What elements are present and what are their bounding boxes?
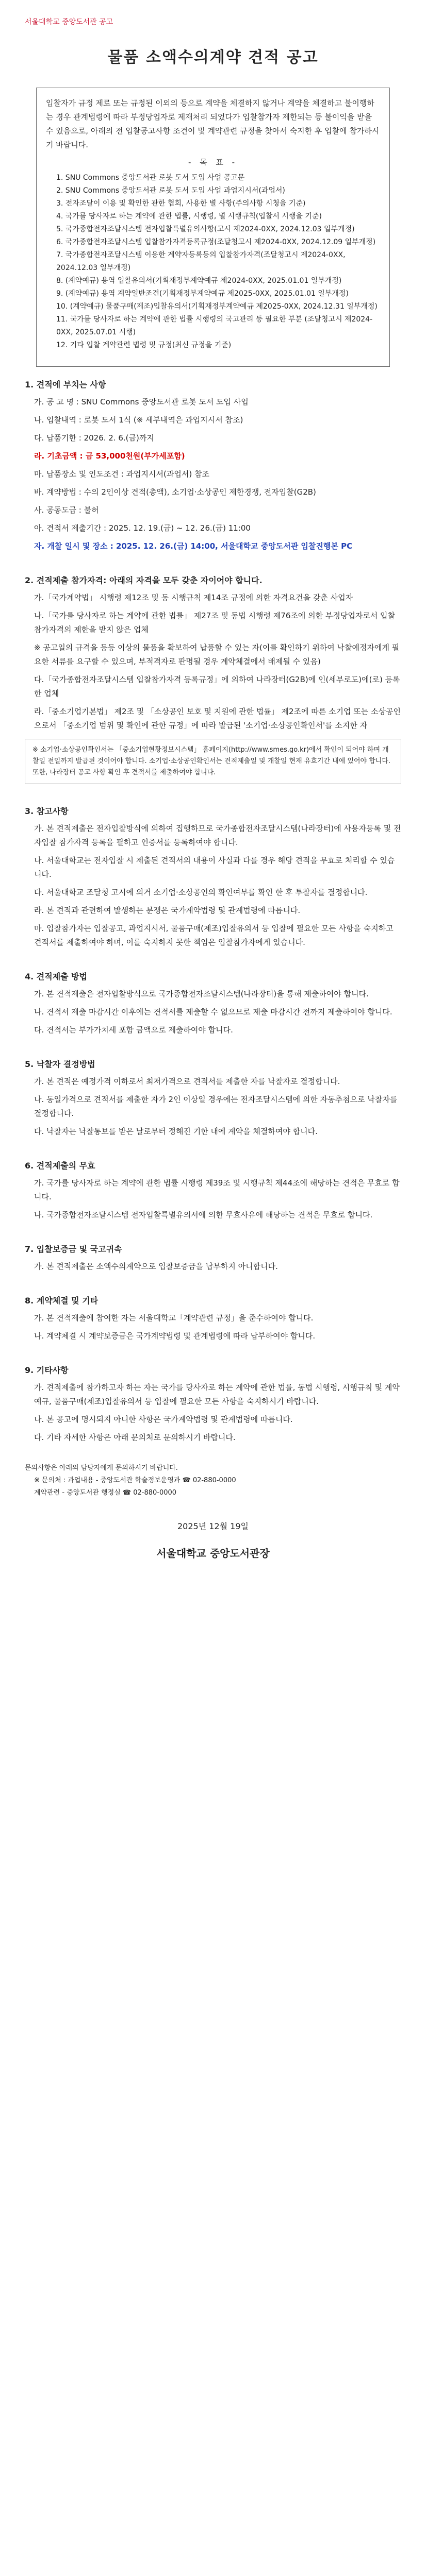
section-para: 가.「국가계약법」 시행령 제12조 및 동 시행규칙 제14조 규정에 의한 자격요건을 갖춘 사업자: [34, 593, 353, 602]
section-para: 가. 본 견적제출은 소액수의계약으로 입찰보증금을 납부하지 아니합니다.: [34, 1262, 278, 1271]
section-title: 4. 견적제출 방법: [25, 972, 88, 981]
toc-item: 11. 국가를 당사자로 하는 계약에 관한 법률 시행령의 국고관리 등 필요한 부분 (조달청고시 제2024-0XX, 2025.07.01 시행): [56, 315, 373, 336]
toc-item: 2. SNU Commons 중앙도서관 로봇 도서 도입 사업 과업지시서(과업서): [56, 187, 285, 195]
toc-list: [46, 172, 380, 352]
section-para: 나. 동일가격으로 견적서를 제출한 자가 2인 이상일 경우에는 전자조달시스템에 의한 자동추첨으로 낙찰자를 결정합니다.: [34, 1095, 398, 1118]
section-para: 다.「국가종합전자조달시스템 입찰참가자격 등록규정」에 의하여 나라장터(G2B)에 인(세부로도)에(로) 등록한 업체: [34, 675, 400, 698]
section-para: 다. 낙찰자는 낙찰통보를 받은 날로부터 정해진 기한 내에 계약을 체결하여야 합니다.: [34, 1127, 318, 1136]
section-para: ※ 공고일의 규격을 등등 이상의 물품을 확보하여 납품할 수 있는 자(이를 확인하기 위하여 낙찰예정자에게 필요한 서류를 요구할 수 있으며, 부적격자로 판명될 경우 계약체결에서 배제될 수 있음): [34, 643, 400, 666]
section-1: [25, 378, 401, 553]
section-para: 가. 본 견적은 예정가격 이하로서 최저가격으로 견적서를 제출한 자를 낙찰자로 결정합니다.: [34, 1077, 340, 1086]
intro-text: 입찰자가 규정 제로 또는 규정된 이외의 등으로 계약을 체결하지 않거나 계약을 체결하고 불이행하는 경우 관계법령에 따라 부정당업자로 제재처리 되었다가 입찰참가자 제한되는 등 불이익을 받을 수 있음으로, 아래의 전 입찰공고사항 조건이 및 계약관련 규정을 찾아서 숙지한 후 입찰에 참가하시기 바랍니다.: [46, 98, 380, 149]
section-para: 가. 견적제출에 참가하고자 하는 자는 국가를 당사자로 하는 계약에 관한 법률, 동법 시행령, 시행규칙 및 계약예규, 물품구매(제조)입찰유의서 등 입찰에 필요한 모든 사항을 숙지하시기 바랍니다.: [34, 1383, 400, 1406]
section-title: 3. 참고사항: [25, 806, 69, 816]
section-para: 다. 견적서는 부가가치세 포함 금액으로 제출하여야 합니다.: [34, 1025, 233, 1035]
section-para: 나. 서울대학교는 전자입찰 시 제출된 견적서의 내용이 사실과 다를 경우 해당 견적을 무효로 처리할 수 있습니다.: [34, 856, 395, 879]
toc-item: 5. 국가종합전자조달시스템 전자입찰특별유의사항(고시 제2024-0XX, 2024.12.03 일부개정): [56, 225, 355, 233]
section-para: 나.「국가를 당사자로 하는 계약에 관한 법률」 제27조 및 동법 시행령 제76조에 의한 부정당업자로서 입찰참가자격의 제한을 받지 않은 업체: [34, 611, 396, 634]
section-para: 가. 본 견적제출에 참여한 자는 서울대학교「계약관련 규정」을 준수하여야 합니다.: [34, 1313, 314, 1323]
section-para: 다. 서울대학교 조달청 고시에 의거 소기업·소상공인의 확인여부를 확인 한 후 투찰자를 결정합니다.: [34, 888, 368, 897]
toc-item: 6. 국가종합전자조달시스템 입찰참가자격등록규정(조달청고시 제2024-0XX, 2024.12.09 일부개정): [56, 238, 376, 246]
section-item: 마. 납품장소 및 인도조건 : 과업지시서(과업서) 참조: [34, 469, 209, 479]
section-6: [25, 1159, 401, 1222]
section-para: 나. 본 공고에 명시되지 아니한 사항은 국가계약법령 및 관계법령에 따릅니다.: [34, 1415, 293, 1424]
section-4: [25, 970, 401, 1037]
section-8: [25, 1294, 401, 1343]
section-para: 나. 계약체결 시 계약보증금은 국가계약법령 및 관계법령에 따라 납부하여야 합니다.: [34, 1331, 316, 1341]
section-title: 8. 계약체결 및 기타: [25, 1296, 99, 1306]
section-para: 가. 국가를 당사자로 하는 계약에 관한 법률 시행령 제39조 및 시행규칙 제44조에 해당하는 견적은 무효로 합니다.: [34, 1178, 400, 1201]
section-item: 다. 납품기한 : 2026. 2. 6.(금)까지: [34, 433, 154, 443]
contact-heading: 문의사항은 아래의 담당자에게 문의하시기 바랍니다.: [25, 1464, 178, 1472]
issuer-signature: 서울대학교 중앙도서관장: [156, 1547, 270, 1560]
section-5: [25, 1058, 401, 1139]
section-para: 라.「중소기업기본법」 제2조 및 「소상공인 보호 및 지원에 관한 법률」 제2조에 따른 소기업 또는 소상공인으로서 「중소기업 범위 및 확인에 관한 규정」에 따라 발급된 '소기업·소상공인확인서'를 소지한 자: [34, 707, 401, 730]
section-9: [25, 1364, 401, 1445]
section-title: 5. 낙찰자 결정방법: [25, 1059, 95, 1069]
contact-line: ※ 문의처 : 과업내용 - 중앙도서관 학술정보운영과 ☎ 02-880-0000: [34, 1477, 236, 1484]
issuer-header: 서울대학교 중앙도서관 공고: [25, 18, 113, 26]
toc-item: 9. (계약예규) 용역 계약일반조건(기획재정부계약예규 제2025-0XX, 2025.01.01 일부개정): [56, 290, 349, 298]
contact-line: 계약관련 - 중앙도서관 행정실 ☎ 02-880-0000: [34, 1489, 177, 1497]
section-7: [25, 1243, 401, 1274]
section-para: 다. 기타 자세한 사항은 아래 문의처로 문의하시기 바랍니다.: [34, 1433, 236, 1442]
section-para: 가. 본 견적제출은 전자입찰방식에 의하여 집행하므로 국가종합전자조달시스템(나라장터)에 사용자등록 및 전자입찰 참가자격 등록을 필하고 인증서를 등록하여야 합니다.: [34, 824, 401, 847]
section-title: 2. 견적제출 참가자격: 아래의 자격을 모두 갖춘 자이어야 합니다.: [25, 575, 263, 585]
section-para: 가. 본 견적제출은 전자입찰방식으로 국가종합전자조달시스템(나라장터)을 통해 제출하여야 합니다.: [34, 989, 369, 998]
base-amount: 라. 기초금액 : 금 53,000천원(부가세포함): [34, 451, 185, 461]
toc-heading: - 목 표 -: [188, 158, 238, 167]
toc-item: 1. SNU Commons 중앙도서관 로봇 도서 도입 사업 공고문: [56, 174, 245, 182]
toc-item: 8. (계약예규) 용역 입찰유의서(기획재정부계약예규 제2024-0XX, 2025.01.01 일부개정): [56, 277, 342, 285]
toc-item: 10. (계약예규) 물품구매(제조)입찰유의서(기획재정부계약예규 제2025-0XX, 2024.12.31 일부개정): [56, 302, 378, 311]
section-para: 나. 국가종합전자조달시스템 전자입찰특별유의서에 의한 무효사유에 해당하는 견적은 무효로 합니다.: [34, 1210, 373, 1219]
section-para: 라. 본 견적과 관련하여 발생하는 분쟁은 국가계약법령 및 관계법령에 따릅니다.: [34, 906, 301, 915]
section-item: 아. 견적서 제출기간 : 2025. 12. 19.(금) ~ 12. 26.(금) 11:00: [34, 523, 251, 533]
section-2: [25, 574, 401, 784]
opening-datetime: 자. 개찰 일시 및 장소 : 2025. 12. 26.(금) 14:00, 서울대학교 중앙도서관 입찰진행본 PC: [34, 541, 353, 551]
contact-block: [25, 1462, 401, 1499]
section-title: 9. 기타사항: [25, 1365, 69, 1375]
section-para: 나. 견적서 제출 마감시간 이후에는 견적서를 제출할 수 없으므로 제출 마감시간 전까지 제출하여야 합니다.: [34, 1007, 392, 1016]
section-title: 7. 입찰보증금 및 국고귀속: [25, 1244, 122, 1254]
toc-item: 7. 국가종합전자조달시스템 이용한 계약자등록등의 입찰참가자격(조달청고시 제2024-0XX, 2024.12.03 일부개정): [56, 251, 346, 272]
toc-item: 3. 전자조달이 이용 및 확인한 관한 협회, 사용한 별 사항(주의사항 시청을 기준): [56, 199, 306, 208]
section-item: 바. 계약방법 : 수의 2인이상 견적(총액), 소기업·소상공인 제한경쟁, 전자입찰(G2B): [34, 487, 316, 497]
section-3: [25, 805, 401, 950]
toc-item: 12. 기타 입찰 계약관련 법령 및 규정(최신 규정을 기준): [56, 341, 232, 349]
section-title: 6. 견적제출의 무효: [25, 1161, 95, 1171]
section-item: 사. 공동도급 : 불허: [34, 505, 99, 515]
toc-item: 4. 국가를 당사자로 하는 계약에 관한 법률, 시행령, 별 시행규칙(입찰서 시행을 기준): [56, 212, 322, 221]
page-title: 물품 소액수의계약 견적 공고: [107, 48, 319, 66]
section-item: 가. 공 고 명 : SNU Commons 중앙도서관 로봇 도서 도입 사업: [34, 397, 249, 406]
section-para: 마. 입찰참가자는 입찰공고, 과업지시서, 물품구매(제조)입찰유의서 등 입찰에 필요한 모든 사항을 숙지하고 견적서를 제출하여야 하며, 이를 숙지하지 못한 책임은 입찰참가자에게 있습니다.: [34, 924, 394, 947]
notice-date: 2025년 12월 19일: [177, 1521, 249, 1531]
section-item: 나. 입찰내역 : 로봇 도서 1식 (※ 세부내역은 과업지시서 참조): [34, 415, 243, 425]
intro-box: [36, 88, 390, 367]
section-title: 1. 견적에 부치는 사항: [25, 380, 106, 389]
certificate-note: ※ 소기업·소상공인확인서는 「중소기업현황정보시스템」 홈페이지(http://www.smes.go.kr)에서 확인이 되어야 하며 개찰일 전일까지 발급된 것이어야 합니다. 소기업·소상공인확인서는 견적제출일 및 개찰일 현재 유효기간 내에 있어야 합니다. 또한, 나라장터 공고 사항 확인 후 견적서를 제출하여야 합니다.: [25, 739, 401, 784]
